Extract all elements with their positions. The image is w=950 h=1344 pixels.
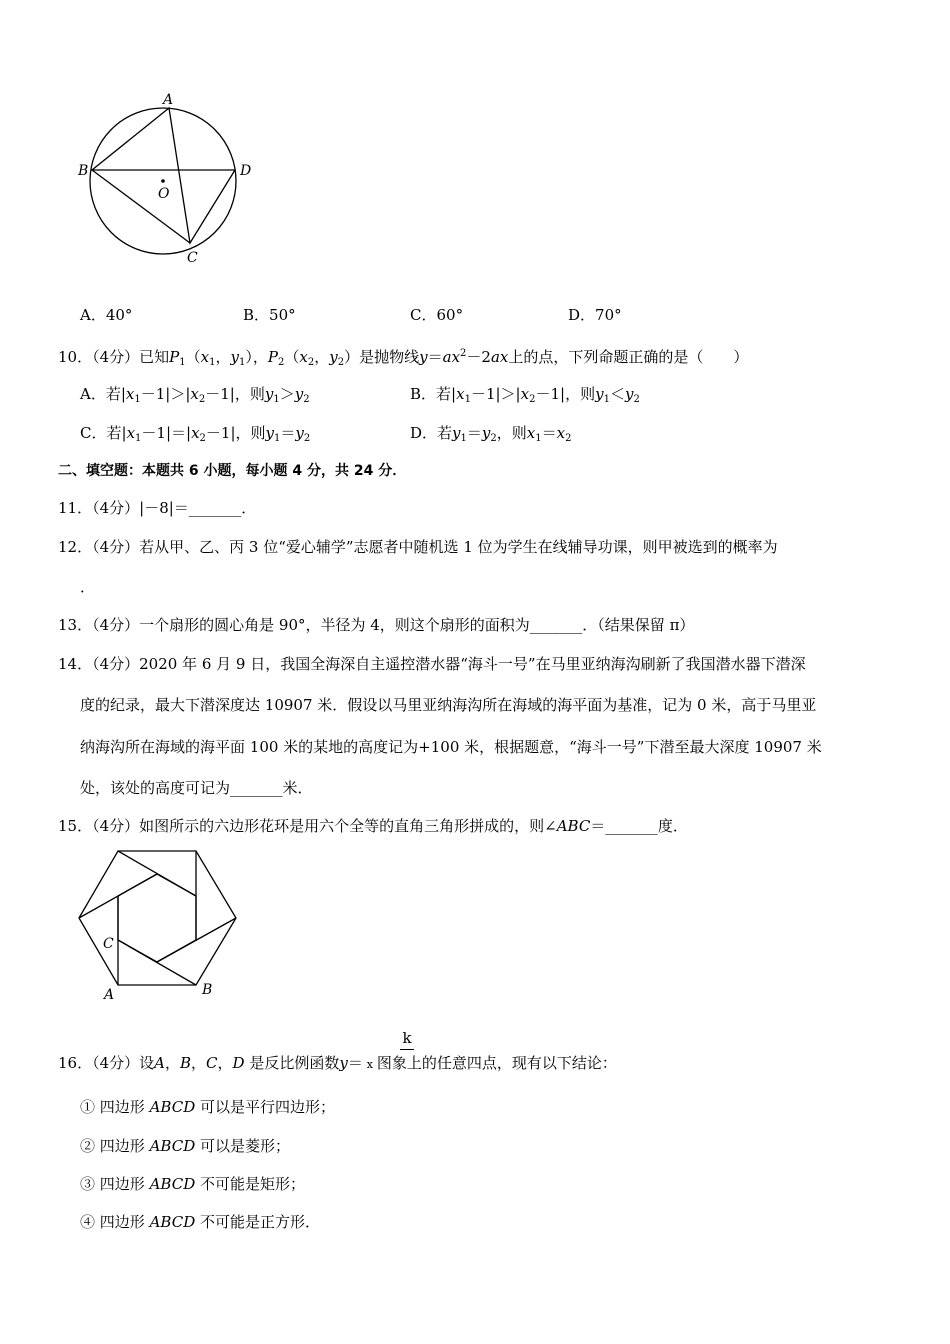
q14-line4: 处，该处的高度可记为_______米．: [80, 779, 313, 797]
section-heading: 二、填空题：本题共 6 小题，每小题 4 分，共 24 分．: [58, 463, 407, 479]
q14-line3: 纳海沟所在海域的海平面 100 米的某地的高度记为+100 米，根据题意，“海斗一号”下潜至最大深度 10907 米: [80, 738, 822, 756]
label-d: D: [240, 163, 252, 179]
q9-option-d: D．70°: [568, 306, 622, 324]
fraction-numerator: k: [402, 1029, 412, 1047]
q9-option-c: C．60°: [410, 306, 464, 324]
q10-stem: 10．（4分）已知$P_1(x_1$，$y_1$），$P_2(x_2$，$y_2$）是抛物线$y=ax^2-2ax$上的点，下列命题正确的是（ ）: [58, 348, 749, 368]
q10-option-b: B．若$|x_1-1|>|x_2-1|$，则$y_1<y_2$: [410, 385, 640, 405]
hexagon-figure: [70, 842, 250, 1012]
center-dot: [161, 179, 165, 183]
q14-line2: 度的纪录，最大下潜深度达 10907 米．假设以马里亚纳海沟所在海域的海平面为基准，记为 0 米，高于马里亚: [80, 696, 817, 714]
q16-item-3: ③ 四边形 ABCD 不可能是矩形；: [80, 1175, 306, 1193]
q16-item-4: ④ 四边形 ABCD 不可能是正方形．: [80, 1213, 321, 1231]
q16-stem: 16．（4分）设A，B，C，D 是反比例函数y＝ x 图象上的任意四点，现有以下结论：: [58, 1053, 617, 1075]
label-b: B: [202, 982, 213, 998]
q9-option-b: B．50°: [243, 306, 296, 324]
fraction-bar: [400, 1049, 414, 1050]
q13: 13．（4分）一个扇形的圆心角是 90°，半径为 4，则这个扇形的面积为_______．（结果保留 π）: [58, 616, 695, 634]
q15: 15．（4分）如图所示的六边形花环是用六个全等的直角三角形拼成的，则∠ABC＝_______度．: [58, 817, 688, 835]
label-a: A: [104, 987, 115, 1003]
segment-bc: [92, 170, 190, 243]
q10-option-a: A．若$|x_1-1|>|x_2-1|$，则$y_1>y_2$: [80, 385, 310, 405]
label-o: O: [158, 186, 170, 202]
q14-line1: 14．（4分）2020 年 6 月 9 日，我国全海深自主遥控潜水器“海斗一号”在马里亚纳海沟刷新了我国潜水器下潜深: [58, 655, 806, 673]
fraction-denominator: x: [366, 1058, 373, 1071]
label-b: B: [78, 163, 89, 179]
q10-option-c: C．若$|x_1-1|=|x_2-1|$，则$y_1=y_2$: [80, 424, 311, 444]
label-c: C: [187, 250, 198, 266]
q16-item-2: ② 四边形 ABCD 可以是菱形；: [80, 1137, 291, 1155]
q9-option-a: A．40°: [80, 306, 133, 324]
q12-line1: 12．（4分）若从甲、乙、丙 3 位“爱心辅学”志愿者中随机选 1 位为学生在线辅导功课，则甲被选到的概率为: [58, 538, 778, 556]
q12-line2: ．: [80, 578, 96, 596]
q11: 11．（4分）|－8|＝_______．: [58, 499, 257, 517]
q16-item-1: ① 四边形 ABCD 可以是平行四边形；: [80, 1098, 336, 1116]
circle-figure: [72, 88, 272, 273]
outer-hexagon: [79, 851, 236, 985]
label-a: A: [163, 92, 174, 108]
inner-hexagon: [118, 874, 196, 962]
label-c: C: [103, 936, 114, 952]
q10-option-d: D．若$y_1=y_2$，则$x_1=x_2$: [410, 424, 572, 444]
